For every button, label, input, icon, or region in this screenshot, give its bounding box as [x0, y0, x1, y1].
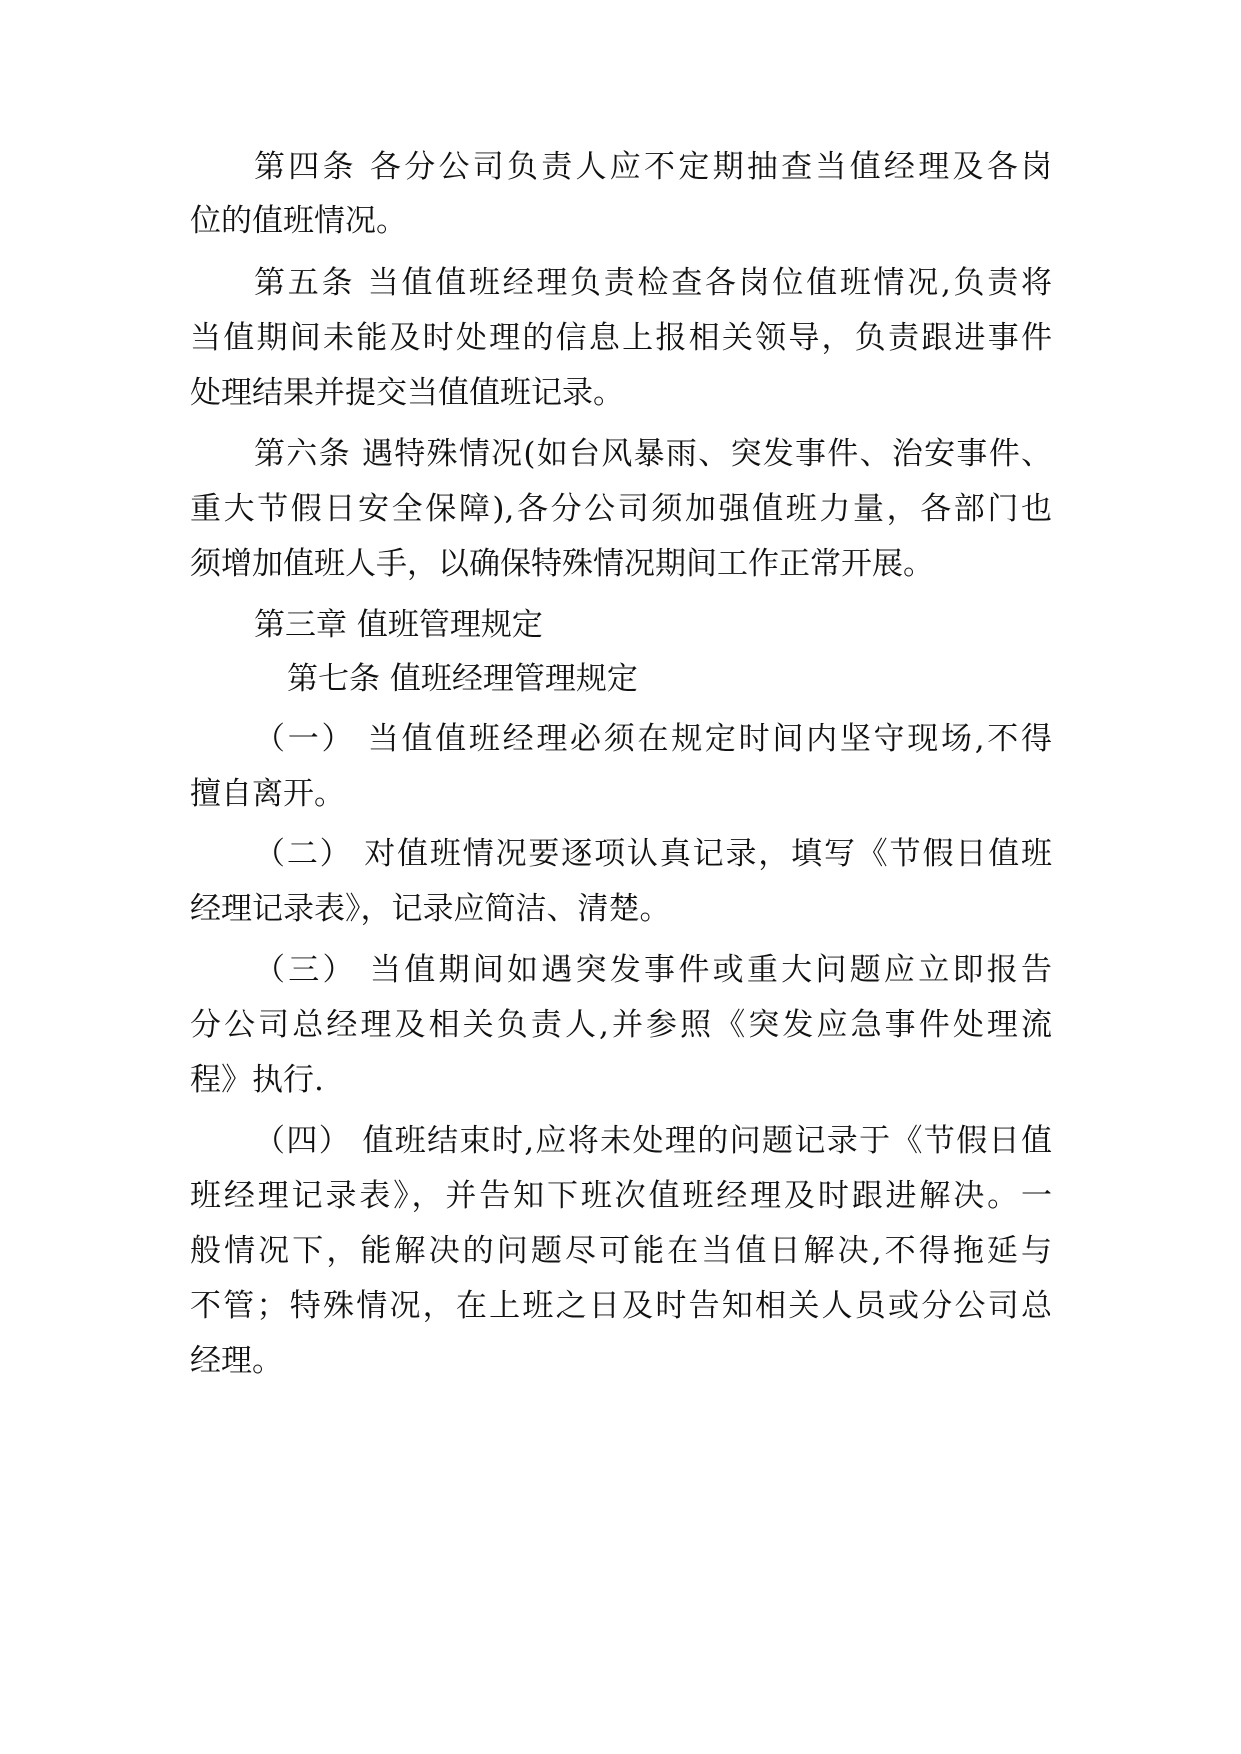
item-2-line-1: （二） 对值班情况要逐项认真记录，填写《节假日值班	[254, 836, 1052, 872]
item-3-line-1: （三） 当值期间如遇突发事件或重大问题应立即报告	[254, 952, 1052, 988]
article-7-heading: 第七条 值班经理管理规定	[287, 661, 638, 697]
article-6-line-3: 须增加值班人手，以确保特殊情况期间工作正常开展。	[190, 546, 934, 582]
article-5-line-2: 当值期间未能及时处理的信息上报相关领导，负责跟进事件	[190, 320, 1052, 356]
item-4-line-3: 般情况下，能解决的问题尽可能在当值日解决,不得拖延与	[190, 1233, 1052, 1269]
article-4-line-1: 第四条 各分公司负责人应不定期抽查当值经理及各岗	[254, 149, 1052, 185]
article-5-line-1: 第五条 当值值班经理负责检查各岗位值班情况,负责将	[254, 265, 1052, 301]
item-2-line-2: 经理记录表》，记录应简洁、清楚。	[190, 891, 671, 927]
item-4-line-5: 经理。	[190, 1343, 283, 1379]
article-6-line-2: 重大节假日安全保障),各分公司须加强值班力量，各部门也	[190, 491, 1052, 527]
article-5-line-3: 处理结果并提交当值值班记录。	[190, 375, 624, 411]
item-1-line-2: 擅自离开。	[190, 776, 345, 812]
item-1-line-1: （一） 当值值班经理必须在规定时间内坚守现场,不得	[254, 721, 1052, 757]
item-3-line-2: 分公司总经理及相关负责人,并参照《突发应急事件处理流	[190, 1007, 1052, 1043]
article-6-line-1: 第六条 遇特殊情况(如台风暴雨、突发事件、治安事件、	[254, 436, 1052, 472]
item-3-line-3: 程》执行.	[190, 1062, 324, 1098]
item-4-line-1: （四） 值班结束时,应将未处理的问题记录于《节假日值	[254, 1123, 1052, 1159]
item-4-line-2: 班经理记录表》，并告知下班次值班经理及时跟进解决。一	[190, 1178, 1052, 1214]
item-4-line-4: 不管；特殊情况，在上班之日及时告知相关人员或分公司总	[190, 1288, 1052, 1324]
article-4-line-2: 位的值班情况。	[190, 203, 407, 239]
chapter-3-heading: 第三章 值班管理规定	[254, 607, 543, 643]
